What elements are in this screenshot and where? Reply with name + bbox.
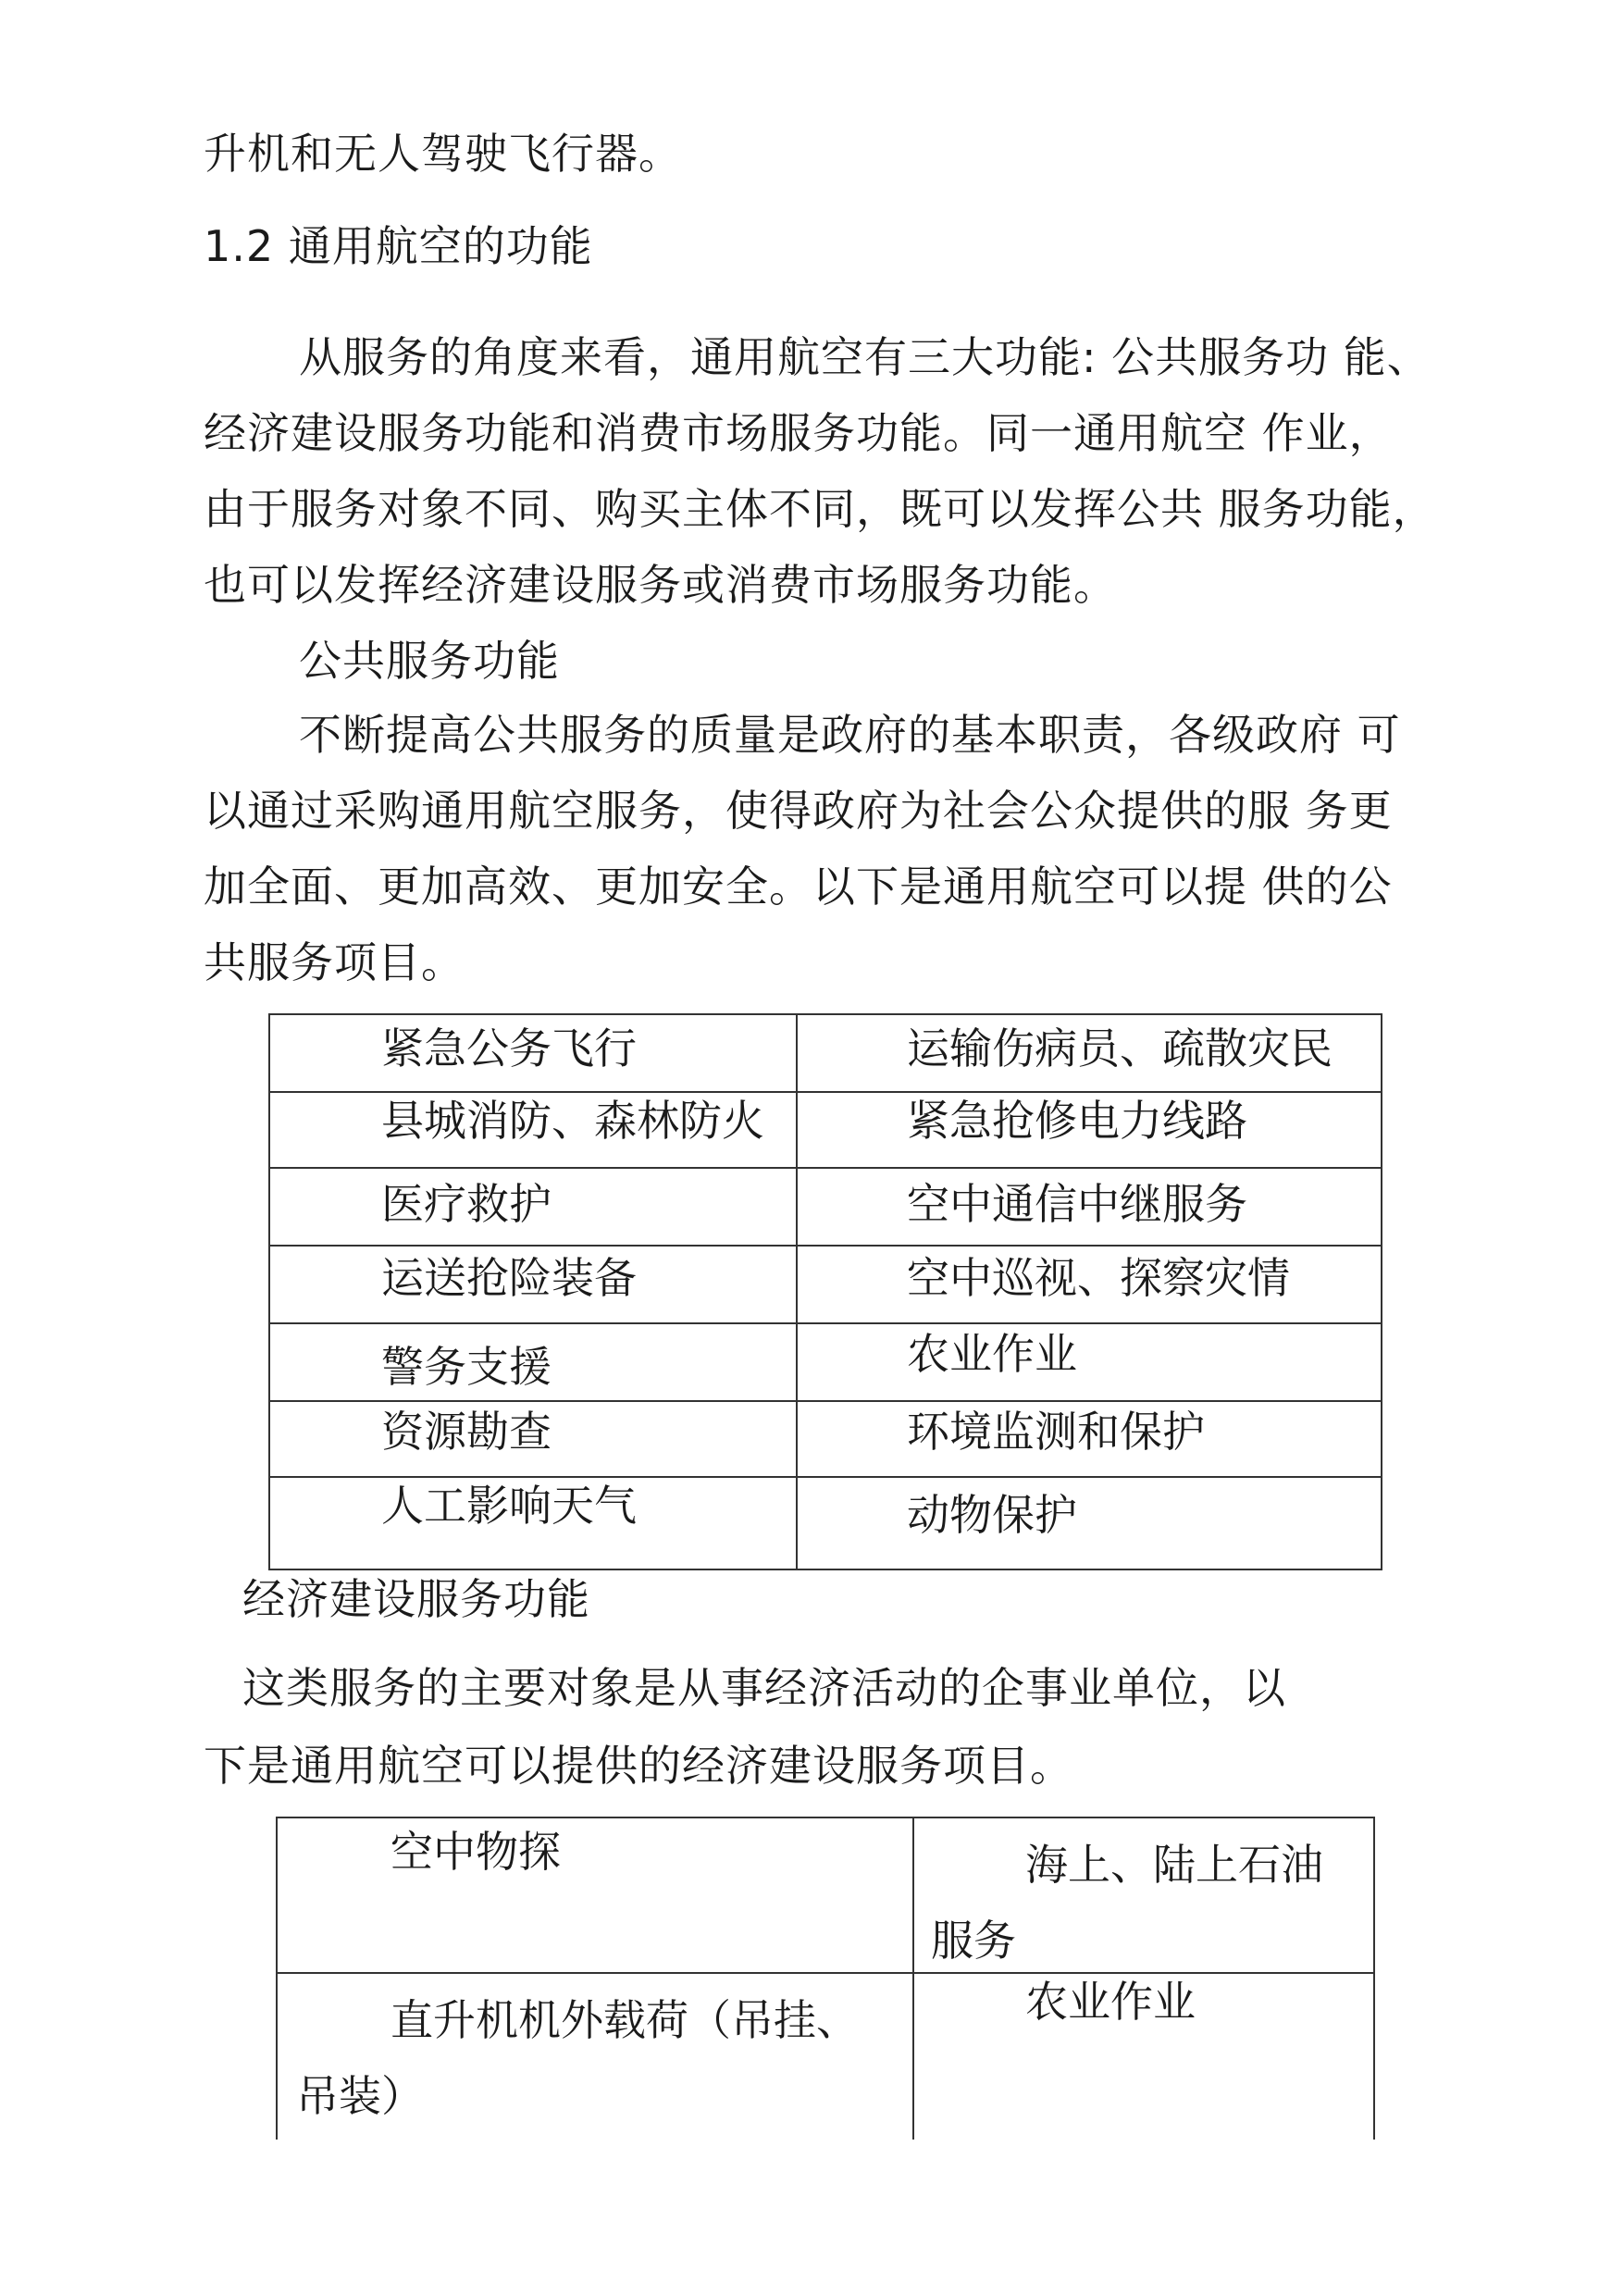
public-item: 县城消防、森林防火 (381, 1096, 764, 1146)
intro-tail-text: 升机和无人驾驶飞行器。 (204, 129, 682, 179)
public-service-heading: 公共服务功能 (299, 636, 560, 686)
para3-line-1: 这类服务的主要对象是从事经济活动的企事业单位，以 (242, 1663, 1286, 1713)
table-row (269, 1477, 1382, 1569)
public-item: 医疗救护 (381, 1179, 552, 1229)
section-heading: 1.2 通用航空的功能 (204, 221, 593, 271)
table-cell (797, 1246, 1382, 1323)
table-cell (269, 1092, 797, 1168)
table-cell (797, 1014, 1382, 1092)
para1-line-2: 经济建设服务功能和消费市场服务功能。同一通用航空 作业， (204, 408, 1393, 458)
table-cell (269, 1014, 797, 1092)
public-item: 农业作业 (907, 1329, 1077, 1379)
table-cell (277, 1973, 913, 2140)
table-row (269, 1014, 1382, 1092)
para2-line-3: 加全面、更加高效、更加安全。以下是通用航空可以提 供的公 (204, 862, 1393, 912)
table-cell (269, 1168, 797, 1246)
table-row (269, 1246, 1382, 1323)
public-item: 环境监测和保护 (907, 1407, 1205, 1457)
economic-service-heading: 经济建设服务功能 (242, 1574, 590, 1624)
public-item: 空中巡视、探察灾情 (907, 1253, 1290, 1303)
economic-service-table (276, 1817, 1375, 2140)
table-row (269, 1323, 1382, 1401)
table-cell (797, 1401, 1382, 1477)
table-cell (797, 1323, 1382, 1401)
table-cell (913, 1817, 1374, 1973)
para1-line-4: 也可以发挥经济建设服务或消费市场服务功能。 (204, 560, 1117, 610)
public-item: 空中通信中继服务 (907, 1179, 1247, 1229)
public-item: 运输伤病员、疏散灾民 (907, 1023, 1333, 1073)
table-cell (269, 1477, 797, 1569)
table-cell (269, 1246, 797, 1323)
table-cell (913, 1973, 1374, 2140)
table-cell (797, 1092, 1382, 1168)
public-item: 人工影响天气 (381, 1481, 637, 1531)
table-row (277, 1973, 1374, 2140)
public-item: 紧急抢修电力线路 (907, 1096, 1247, 1146)
public-item: 动物保护 (907, 1490, 1077, 1540)
public-item: 运送抢险装备 (381, 1253, 637, 1303)
table-cell (797, 1168, 1382, 1246)
table-cell (269, 1323, 797, 1401)
economic-item: 直升机机外载荷（吊挂、 (391, 1995, 859, 2045)
economic-item: 海上、陆上石油 (1025, 1840, 1323, 1890)
table-row (277, 1817, 1374, 1973)
para2-line-4: 共服务项目。 (204, 937, 465, 987)
economic-item: 农业作业 (1025, 1977, 1196, 2027)
economic-item: 服务 (931, 1916, 1016, 1966)
table-row (269, 1092, 1382, 1168)
public-item: 警务支援 (381, 1342, 552, 1392)
table-cell (269, 1401, 797, 1477)
economic-item: 空中物探 (391, 1827, 561, 1877)
table-row (269, 1168, 1382, 1246)
economic-item: 吊装） (296, 2071, 424, 2121)
para2-line-2: 以通过采购通用航空服务，使得政府为社会公众提供的服 务更 (204, 786, 1393, 836)
table-cell (277, 1817, 913, 1973)
para3-line-2: 下是通用航空可以提供的经济建设服务项目。 (204, 1741, 1073, 1791)
public-item: 资源勘查 (381, 1407, 552, 1457)
para2-line-1: 不断提高公共服务的质量是政府的基本职责，各级政府 可 (299, 710, 1401, 760)
para1-line-1: 从服务的角度来看，通用航空有三大功能: 公共服务功 能、 (299, 332, 1431, 382)
table-cell (797, 1477, 1382, 1569)
para1-line-3: 由于服务对象不同、购买主体不同，既可以发挥公共 服务功能， (204, 484, 1436, 534)
public-service-table (268, 1013, 1382, 1570)
public-item: 紧急公务飞行 (381, 1023, 637, 1073)
table-row (269, 1401, 1382, 1477)
